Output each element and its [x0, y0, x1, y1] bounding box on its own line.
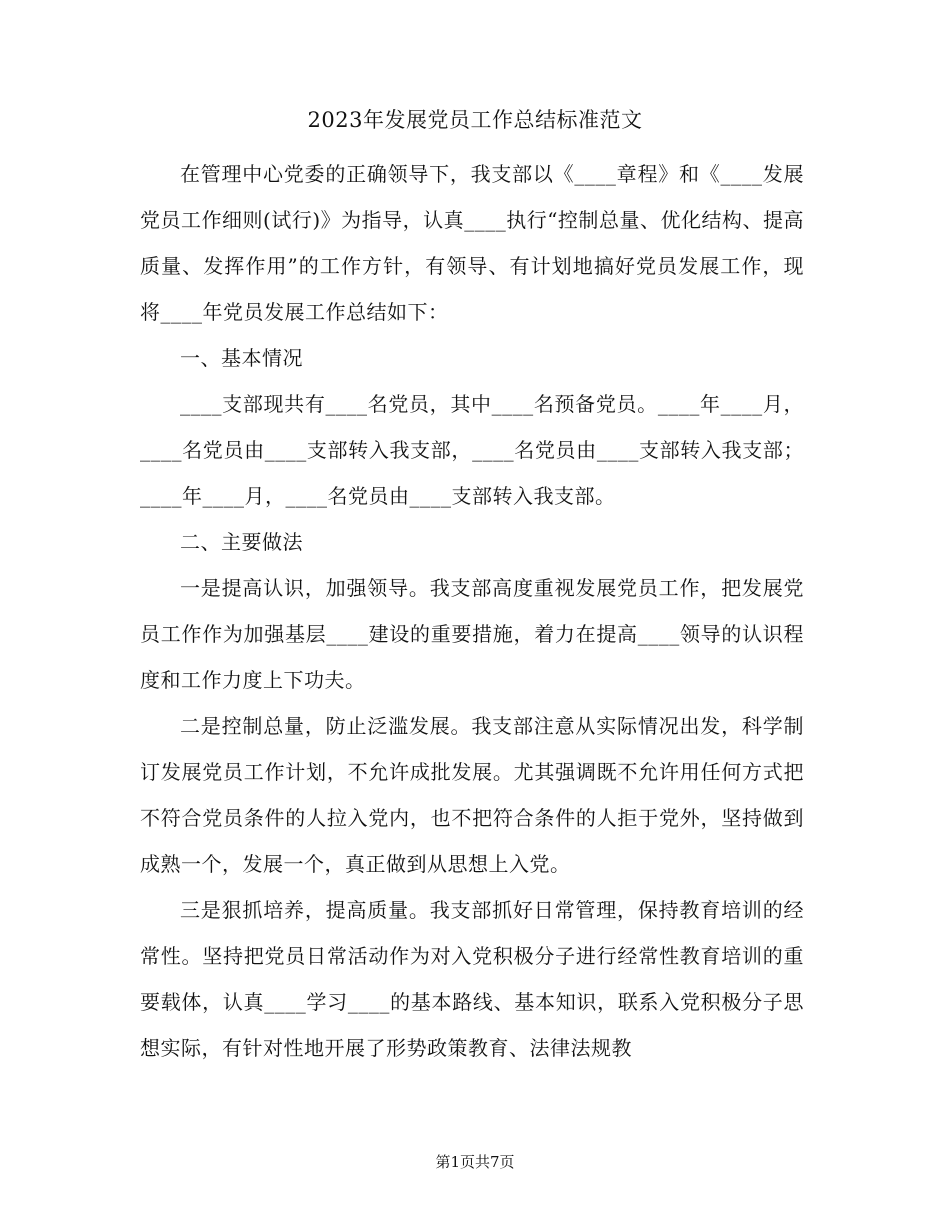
section-heading-main-practices: 二、主要做法	[180, 530, 303, 554]
paragraph-practice-three: 三是狠抓培养，提高质量。我支部抓好日常管理，保持教育培训的经常性。坚持把党员日常活动作为对入党积极分子进行经常性教育培训的重要载体，认真____学习____的基本路线、基本知识，联系入党积极分子思想实际，有针对性地开展了形势政策教育、法律法规教	[140, 898, 804, 1060]
page-number-footer: 第1页共7页	[435, 1153, 515, 1171]
paragraph-practice-two: 二是控制总量，防止泛滥发展。我支部注意从实际情况出发，科学制订发展党员工作计划，不允许成批发展。尤其强调既不允许用任何方式把不符合党员条件的人拉入党内，也不把符合条件的人拒于党外，坚持做到成熟一个，发展一个，真正做到从思想上入党。	[140, 714, 804, 876]
document-body	[140, 151, 804, 1071]
paragraph-intro: 在管理中心党委的正确领导下，我支部以《____章程》和《____发展党员工作细则(试行)》为指导，认真____执行“控制总量、优化结构、提高质量、发挥作用”的工作方针，有领导、有计划地搞好党员发展工作，现将____年党员发展工作总结如下：	[140, 162, 804, 324]
paragraph-basic-situation: ____支部现共有____名党员，其中____名预备党员。____年____月，____名党员由____支部转入我支部，____名党员由____支部转入我支部；____年____月，____名党员由____支部转入我支部。	[140, 392, 804, 508]
section-heading-basic-situation: 一、基本情况	[180, 346, 303, 370]
document-title: 2023年发展党员工作总结标准范文	[307, 108, 643, 132]
paragraph-practice-one: 一是提高认识，加强领导。我支部高度重视发展党员工作，把发展党员工作作为加强基层____建设的重要措施，着力在提高____领导的认识程度和工作力度上下功夫。	[140, 576, 804, 692]
